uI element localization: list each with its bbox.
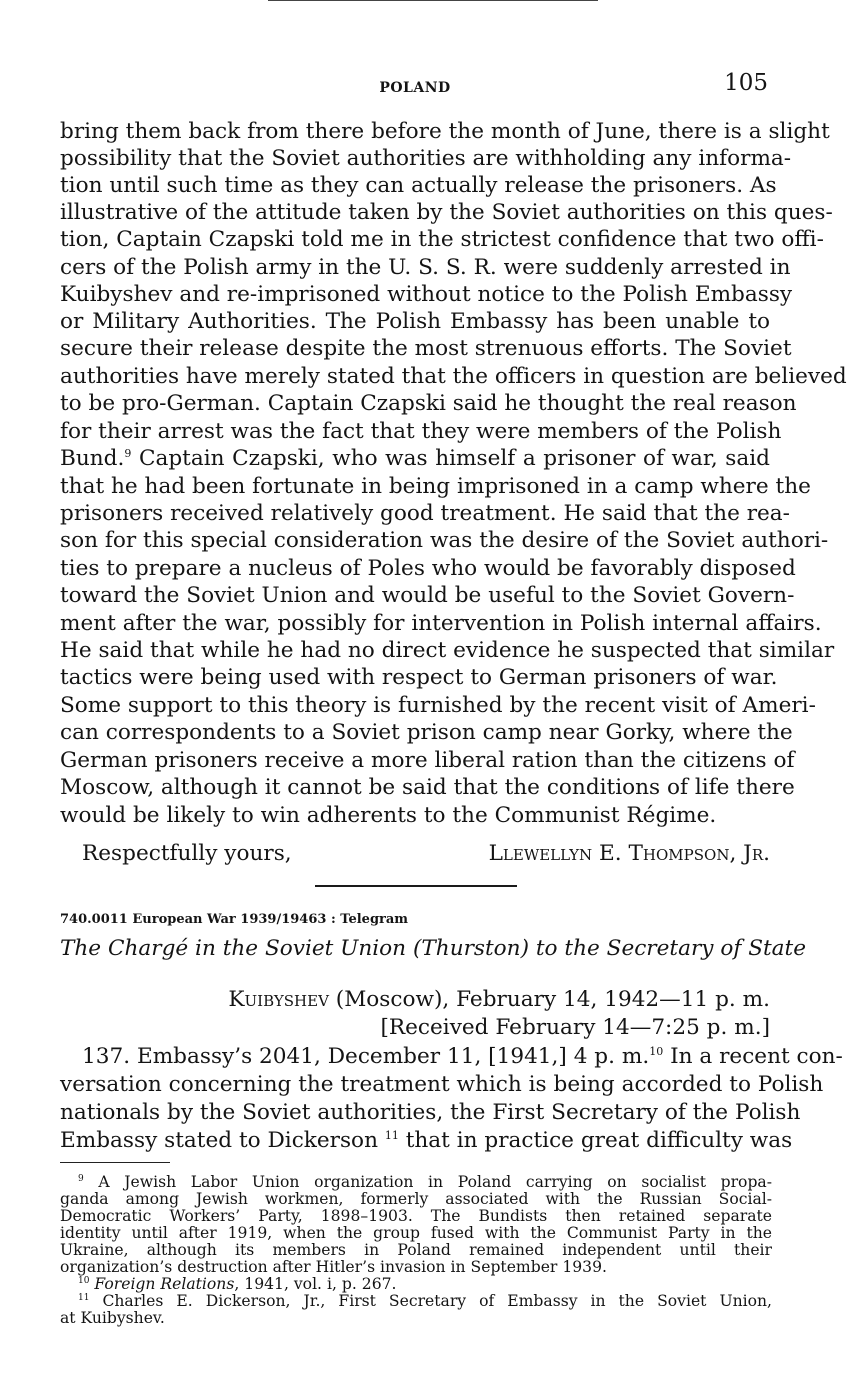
footnote-text: Charles E. Dickerson, Jr., First Secretary of Embassy in the Soviet Union, [89,1292,772,1310]
received-line: [Received February 14—7:25 p. m.] [380,1015,770,1040]
text-line: bring them back from there before the month of June, there is a slight [60,119,830,144]
text-fragment: 137. Embassy’s 2041, December 11, [1941,] 4 p. m. [82,1044,650,1069]
text-line: tactics were being used with respect to German prisoners of war. [60,665,778,690]
footnote-11 [60,1293,772,1310]
footnote-line: identity until after 1919, when the group fused with the Communist Party in the [60,1224,772,1242]
footnote-text: A Jewish Labor Union organization in Poland carrying on socialist propa- [83,1173,772,1191]
dateline [228,987,770,1012]
text-fragment: Captain Czapski, who was himself a prisoner of war, said [131,446,770,471]
text-fragment: Bund. [60,446,125,471]
footnote-ref-11: 11 [384,1129,399,1142]
text-fragment: Embassy stated to Dickerson [60,1128,385,1153]
footnote-line: Ukraine, although its members in Poland remained independent until their [60,1241,772,1259]
text-fragment: In a recent con- [663,1044,843,1069]
text-line: for their arrest was the fact that they were members of the Polish [60,419,782,444]
text-line: Moscow, although it cannot be said that the conditions of life there [60,775,795,800]
text-line: tion until such time as they can actually release the prisoners. As [60,173,777,198]
document-title: The Chargé in the Soviet Union (Thurston) to the Secretary of State [60,936,807,961]
text-line: He said that while he had no direct evidence he suspected that similar [60,638,835,663]
footnote-9 [60,1174,772,1191]
text-line: son for this special consideration was the desire of the Soviet authori- [60,528,829,553]
closing: Respectfully yours, [82,841,292,866]
text-line: toward the Soviet Union and would be useful to the Soviet Govern- [60,583,795,608]
text-line: that he had been fortunate in being imprisoned in a camp where the [60,474,811,499]
text-fragment: that in practice great difficulty was [398,1128,793,1153]
text-line: versation concerning the treatment which is being accorded to Polish [60,1072,824,1097]
footnote-mark: 11 [78,1293,90,1303]
footnote-mark: 10 [78,1276,90,1286]
footnote-line: Democratic Workers’ Party, 1898–1903. The Bundists then retained separate [60,1207,772,1225]
footnote-10 [60,1276,772,1293]
signature: Llewellyn E. Thompson, Jr. [488,841,770,866]
text-line: can correspondents to a Soviet prison camp near Gorky, where the [60,720,793,745]
text-line: Some support to this theory is furnished by the recent visit of Ameri- [60,693,816,718]
page-header [60,70,770,106]
footnote-line: organization’s destruction after Hitler’s invasion in September 1939. [60,1258,607,1276]
text-line: ties to prepare a nucleus of Poles who would be favorably disposed [60,556,796,581]
dateline-place: Kuibyshev [228,987,329,1012]
text-line: ment after the war, possibly for intervention in Polish internal affairs. [60,611,822,636]
file-reference: 740.0011 European War 1939/19463 : Telegram [60,912,409,927]
text-line [60,1127,793,1154]
text-line: to be pro-German. Captain Czapski said he thought the real reason [60,391,797,416]
text-line: Kuibyshev and re-imprisoned without notice to the Polish Embassy [60,282,793,307]
section-divider [315,885,517,887]
text-line: nationals by the Soviet authorities, the First Secretary of the Polish [60,1100,801,1125]
text-line: tion, Captain Czapski told me in the strictest confidence that two offi- [60,227,824,252]
text-line [60,1043,843,1070]
text-line: would be likely to win adherents to the Communist Régime. [60,803,717,828]
footnote-mark: 9 [78,1174,84,1184]
text-line: authorities have merely stated that the officers in question are believed [60,364,847,389]
dateline-date: (Moscow), February 14, 1942—11 p. m. [328,987,770,1012]
footnote-line: ganda among Jewish workmen, formerly associated with the Russian Social- [60,1190,772,1208]
footnote-ref-9: 9 [124,447,132,460]
footnote-line: at Kuibyshev. [60,1309,165,1327]
text-line: secure their release despite the most strenuous efforts. The Soviet [60,336,792,361]
text-line: German prisoners receive a more liberal ration than the citizens of [60,748,795,773]
footnote-source-title: Foreign Relations [89,1275,235,1293]
text-line [60,445,770,472]
text-line: or Military Authorities. The Polish Embassy has been unable to [60,309,770,334]
text-line: cers of the Polish army in the U. S. S. R. were suddenly arrested in [60,255,791,280]
signoff [60,841,770,868]
footnote-text: , 1941, vol. i, p. 267. [234,1275,397,1293]
page-number: 105 [724,70,768,96]
footnote-rule [60,1162,170,1163]
text-line: illustrative of the attitude taken by the Soviet authorities on this ques- [60,200,833,225]
text-line: prisoners received relatively good treatment. He said that the rea- [60,501,790,526]
top-edge-rule [268,0,598,1]
text-line: possibility that the Soviet authorities are withholding any informa- [60,146,792,171]
running-head: POLAND [379,80,451,96]
footnote-ref-10: 10 [649,1045,664,1058]
